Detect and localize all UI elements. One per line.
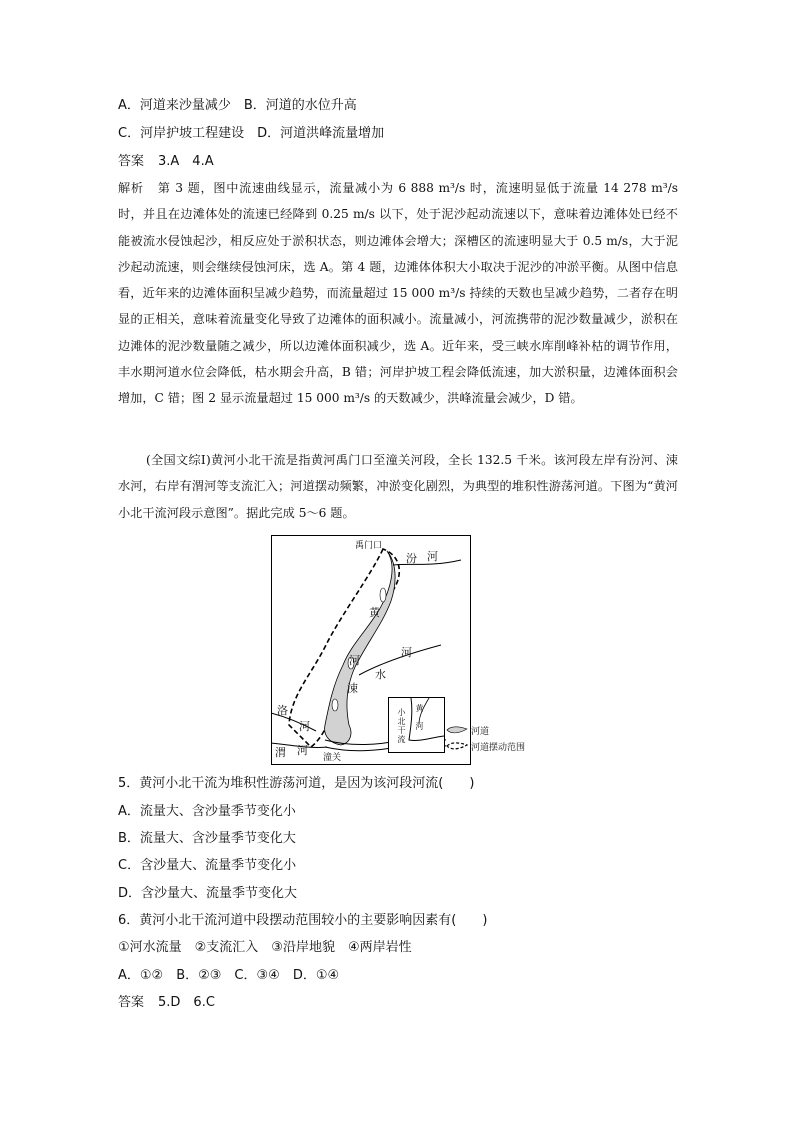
legend-channel-label: 河道 <box>471 726 490 737</box>
q5-stem: 5．黄河小北干流为堆积性游荡河道，是因为该河段河流( ) <box>118 776 475 791</box>
label-huang: 黄 <box>369 606 380 619</box>
q5-option-d: D．含沙量大、流量季节变化大 <box>118 886 298 901</box>
final-answer-values: 5.D 6.C <box>158 995 215 1010</box>
swing-range-symbol-icon <box>446 742 468 750</box>
answer-3-4 <box>118 152 678 172</box>
map-legend <box>446 722 525 754</box>
inset-label-xiao: 小 <box>397 708 406 717</box>
label-fen-he: 河 <box>427 550 438 563</box>
label-yumenkou: 禹门口 <box>355 541 383 551</box>
inset-label-gan: 干 <box>397 726 406 735</box>
analysis-paragraph <box>118 175 678 412</box>
q4-options-cd: C．河岸护坡工程建设 D．河道洪峰流量增加 <box>118 126 385 141</box>
q5-option-b: B．流量大、含沙量季节变化大 <box>118 831 296 846</box>
label-huang-he: 河 <box>349 654 360 667</box>
label-luo-he: 河 <box>299 720 310 733</box>
answer-5-6 <box>118 993 678 1013</box>
label-wei-he: 河 <box>297 744 308 757</box>
answer-label: 答案 <box>118 154 145 169</box>
label-wei: 渭 <box>275 746 286 759</box>
q6-items: ①河水流量 ②支流汇入 ③沿岸地貌 ④两岸岩性 <box>118 940 412 955</box>
answer-values: 3.A 4.A <box>158 154 214 169</box>
channel-symbol-icon <box>446 726 468 734</box>
inset-label-liu: 流 <box>397 735 406 744</box>
legend-swing <box>446 738 525 754</box>
q5-option-a: A．流量大、含沙量季节变化小 <box>118 804 296 819</box>
legend-channel <box>446 722 525 738</box>
label-shui: 水 <box>375 668 386 681</box>
label-luo: 洛 <box>277 704 288 717</box>
label-tongguan: 潼关 <box>323 753 342 763</box>
inset-label-he: 河 <box>415 722 424 731</box>
label-su: 涑 <box>347 682 358 695</box>
q6-stem: 6．黄河小北干流河道中段摆动范围较小的主要影响因素有( ) <box>118 913 488 928</box>
q4-options-ab: A．河道来沙量减少 B．河道的水位升高 <box>118 98 357 113</box>
label-su-he: 河 <box>401 646 412 659</box>
inset-label-bei: 北 <box>397 717 406 726</box>
q6-options: A．①② B．②③ C．③④ D．①④ <box>118 968 340 983</box>
inset-map <box>388 697 445 753</box>
inset-label-huang: 黄 <box>415 704 424 713</box>
label-fen: 汾 <box>406 552 417 565</box>
intro-paragraph: (全国文综Ⅰ)黄河小北干流是指黄河禹门口至潼关河段，全长 132.5 千米。该河段左岸有汾河、涑水河，右岸有渭河等支流汇入；河道摆动频繁，冲淤变化剧烈，为典型的堆积性游荡河道。下图为“黄河小北干流河段示意图”。据此完成 5～6 题。 <box>118 453 678 520</box>
analysis-text: 第 3 题，图中流速曲线显示，流量减小为 6 888 m³/s 时，流速明显低于流量 14 278 m³/s 时，并且在边滩体处的流速已经降到 0.25 m/s 以下，处于泥沙起动流速以下，意味着边滩体处已经不能被流水侵蚀起沙，相反应处于淤积状态，则边滩体会增大；深槽区的流速明显大于 0.5 m/s，大于泥沙起动流速，则会继续侵蚀河床，选 A。第 4 题，边滩体体积大小取决于泥沙的冲淤平衡。从图中信息看，近年来的边滩体面积呈减少趋势，而流量超过 15 000 m³/s 持续的天数也呈减少趋势，二者存在明显的正相关，意味着流量变化导致了边滩体的面积减小。流量减小，河流携带的泥沙数量减少，淤积在边滩体的泥沙数量随之减少，所以边滩体面积减少，选 A。近年来，受三峡水库削峰补枯的调节作用，丰水期河道水位会降低，枯水期会升高，B 错；河岸护坡工程会降低流速，加大淤积量，边滩体面积会增加，C 错；图 2 显示流量超过 15 000 m³/s 的天数减少，洪峰流量会减少，D 错。 <box>118 181 679 406</box>
legend-swing-label: 河道摆动范围 <box>471 742 526 753</box>
analysis-label: 解析 <box>118 181 144 195</box>
q5-option-c: C．含沙量大、流量季节变化小 <box>118 858 297 873</box>
final-answer-label: 答案 <box>118 995 145 1010</box>
